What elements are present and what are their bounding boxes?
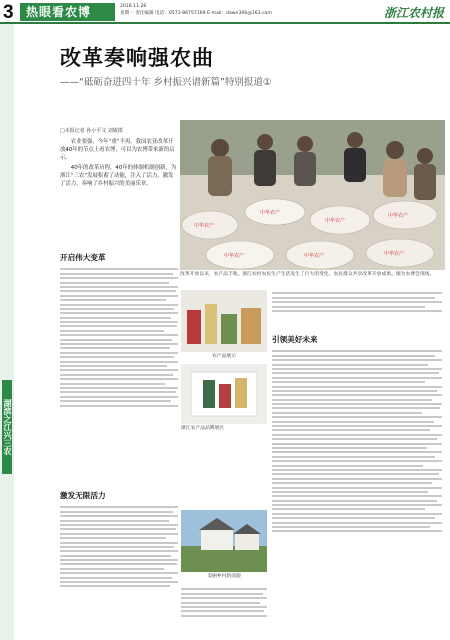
product-label-text: 中华农产	[260, 210, 281, 216]
side-column-label: 湖滨之江兴三农	[2, 380, 12, 474]
article-body-col3-a	[272, 290, 442, 330]
products-photo-illustration	[181, 290, 267, 352]
article-body-col3-b	[272, 348, 442, 636]
product-label-text: 中华农产	[304, 253, 325, 259]
product-label-text: 中华农产	[194, 223, 215, 229]
page-number: 3	[3, 2, 14, 23]
main-photo-illustration	[180, 120, 445, 270]
left-side-band	[0, 24, 14, 640]
photo-brand-area	[181, 364, 267, 424]
header-meta	[120, 3, 272, 17]
product-label-text: 中华农产	[388, 213, 409, 219]
lead-paragraph: 40年的改革历程，40年的体制机制创新，为浙江“三农”发展积蓄了动能，注入了活力，激发了活力，奏响了乡村振兴的美丽乐章。	[60, 165, 177, 188]
brand-area-caption: 浙江农产品品牌展区	[181, 426, 225, 431]
product-label-text: 中华农产	[384, 251, 405, 257]
article-byline: □本报记者 孙小平文 刘敏摄	[60, 128, 123, 134]
lead-paragraph: 农业要强，今年“重”不再。我国农业改革开放40年的节点上看农博，可以为农博带来新的启示。	[60, 139, 175, 162]
photo-products	[181, 290, 267, 352]
header-contact: 星期一 责任编辑 电话：0571-86757169 E-mail：dawn306@163.com	[120, 11, 272, 16]
subhead-future: 引领美好未来	[272, 335, 318, 344]
article-title: 改革奏响强农曲	[60, 45, 214, 70]
village-photo-illustration	[181, 510, 267, 572]
article-body-col1-a	[60, 266, 178, 486]
product-label-text: 中华农产	[224, 253, 245, 259]
brand-area-illustration	[181, 364, 267, 424]
main-photo-caption: 改革开放以来，农产品丰收。浙江农村农民生产生活发生了巨大的变化，农民群众共享改革开放成果。图为农博会现场。	[180, 272, 435, 277]
header-date: 2018.11.26	[120, 4, 147, 9]
subhead-open-reform: 开启伟大变革	[60, 253, 106, 262]
page-header	[0, 0, 450, 24]
products-photo-caption: 农产品展示	[212, 354, 236, 359]
section-title-bar: 热眼看农博	[20, 3, 115, 21]
product-label-text: 中华农产	[325, 218, 346, 224]
subhead-vitality: 激发无限活力	[60, 491, 106, 500]
newspaper-masthead: 浙江农村报	[383, 6, 444, 20]
village-photo-caption: 美丽乡村新面貌	[207, 574, 241, 579]
article-subtitle: ——“砥砺奋进四十年 乡村振兴谱新篇”特别报道①	[60, 77, 272, 88]
main-photo	[180, 120, 445, 270]
article-body-col2	[181, 586, 267, 636]
photo-village	[181, 510, 267, 572]
article-lead	[60, 138, 178, 191]
article-body-col1-b	[60, 504, 178, 636]
